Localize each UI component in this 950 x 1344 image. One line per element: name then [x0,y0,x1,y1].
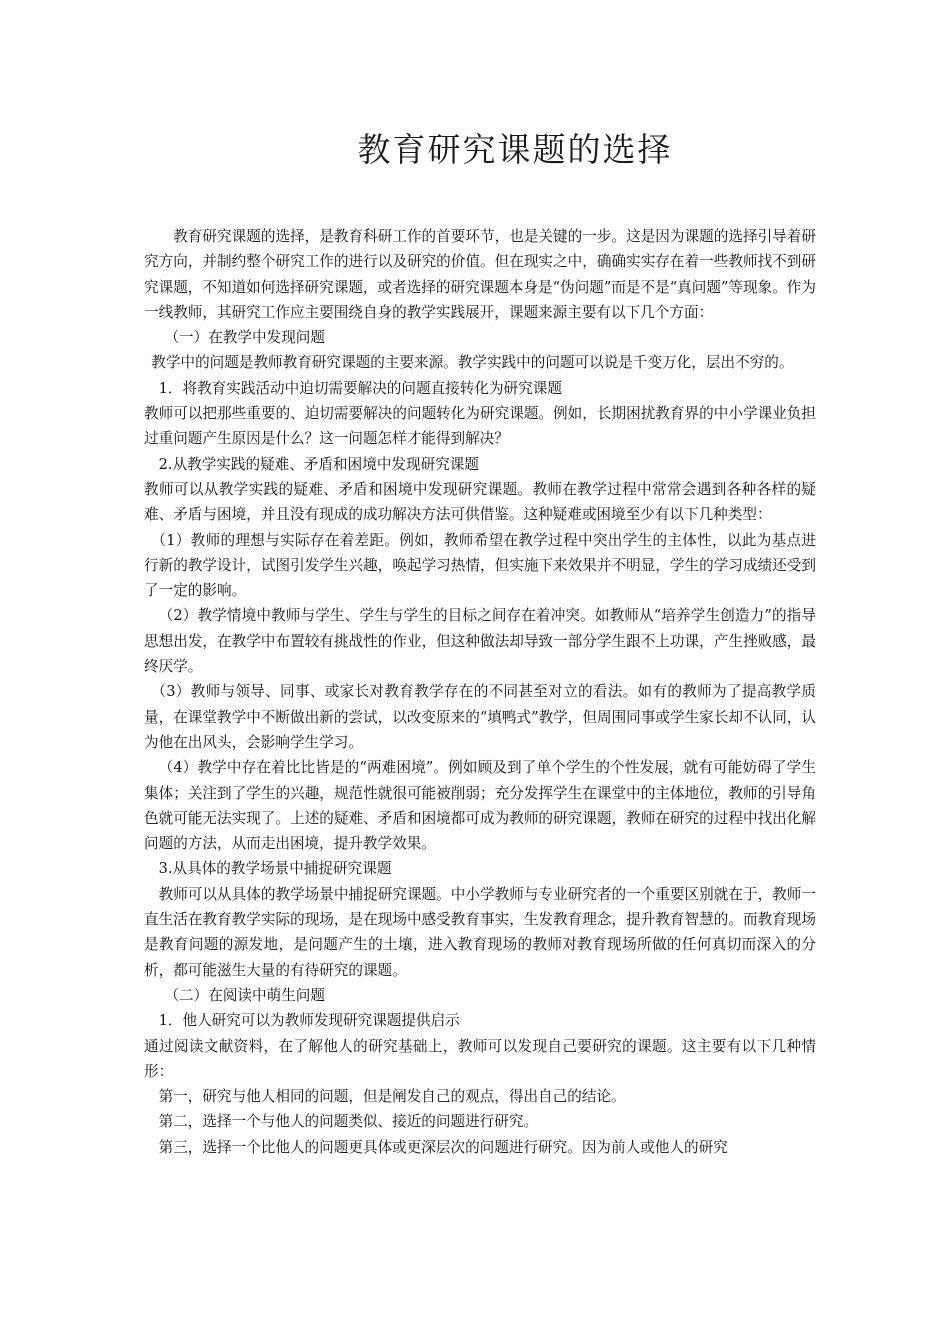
paragraph: （3）教师与领导、同事、或家长对教育教学存在的不同甚至对立的看法。如有的教师为了提高教学质量，在课堂教学中不断做出新的尝试，以改变原来的“填鸭式”教学，但周围同事或学生家长却不认同，认为他在出风头，会影响学生学习。 [144,683,816,751]
paragraph: 教学中的问题是教师教育研究课题的主要来源。教学实践中的问题可以说是千变万化，层出不穷的。 [151,354,794,372]
paragraph: （一）在教学中发现问题 [164,329,325,347]
paragraph: （2）教学情境中教师与学生、学生与学生的目标之间存在着冲突。如教师从“培养学生创造力”的指导思想出发，在教学中布置较有挑战性的作业，但这种做法却导致一部分学生跟不上功课，产生挫败感，最终厌学。 [144,607,816,676]
document-title: 教育研究课题的选择 [357,130,673,169]
paragraph: （4）教学中存在着比比皆是的“两难困境”。例如顾及到了单个学生的个性发展，就有可能妨碍了学生集体；关注到了学生的兴趣，规范性就很可能被削弱；充分发挥学生在课堂中的主体地位，教师的引导角色就可能无法实现了。上述的疑难、矛盾和困境都可成为教师的研究课题，教师在研究的过程中找出化解问题的方法，从而走出困境，提升教学效果。 [144,759,816,853]
paragraph: 1．他人研究可以为教师发现研究课题提供启示 [158,1012,460,1030]
paragraph: 3.从具体的教学场景中捕捉研究课题 [158,860,392,878]
paragraph: 教师可以把那些重要的、迫切需要解决的问题转化为研究课题。例如，长期困扰教育界的中小学课业负担过重问题产生原因是什么？这一问题怎样才能得到解决？ [144,405,816,448]
document-body [144,224,816,1160]
paragraph: 通过阅读文献资料，在了解他人的研究基础上，教师可以发现自己要研究的课题。这主要有以下几种情形： [144,1037,816,1080]
paragraph: 教师可以从教学实践的疑难、矛盾和困境中发现研究课题。教师在教学过程中常常会遇到各种各样的疑难、矛盾与困境，并且没有现成的成功解决方法可供借鉴。这种疑难或困境至少有以下几种类型： [144,480,816,524]
paragraph: 第二，选择一个与他人的问题类似、接近的问题进行研究。 [158,1113,539,1131]
paragraph: 教师可以从具体的教学场景中捕捉研究课题。中小学教师与专业研究者的一个重要区别就在于，教师一直生活在教育教学实际的现场，是在现场中感受教育事实，生发教育理念，提升教育智慧的。而教育现场是教育问题的源发地，是问题产生的土壤，进入教育现场的教师对教育现场所做的任何真切而深入的分析，都可能滋生大量的有待研究的课题。 [144,885,816,979]
paragraph: 教育研究课题的选择，是教育科研工作的首要环节，也是关键的一步。这是因为课题的选择引导着研究方向，并制约整个研究工作的进行以及研究的价值。但在现实之中，确确实实存在着一些教师找不到研究课题，不知道如何选择研究课题，或者选择的研究课题本身是“伪问题”而是不是“真问题”等现象。作为一线教师，其研究工作应主要围绕自身的教学实践展开，课题来源主要有以下几个方面： [144,228,816,321]
paragraph: 第三，选择一个比他人的问题更具体或更深层次的问题进行研究。因为前人或他人的研究 [158,1138,728,1156]
paragraph: 2.从教学实践的疑难、矛盾和困境中发现研究课题 [158,455,479,473]
paragraph: 1．将教育实践活动中迫切需要解决的问题直接转化为研究课题 [158,379,562,397]
paragraph: （1）教师的理想与实际存在着差距。例如，教师希望在教学过程中突出学生的主体性，以此为基点进行新的教学设计，试图引发学生兴趣，唤起学习热情，但实施下来效果并不明显，学生的学习成绩还受到了一定的影响。 [144,531,816,600]
paragraph: （二）在阅读中萌生问题 [164,986,325,1004]
paragraph: 第一，研究与他人相同的问题，但是阐发自己的观点，得出自己的结论。 [158,1088,626,1106]
